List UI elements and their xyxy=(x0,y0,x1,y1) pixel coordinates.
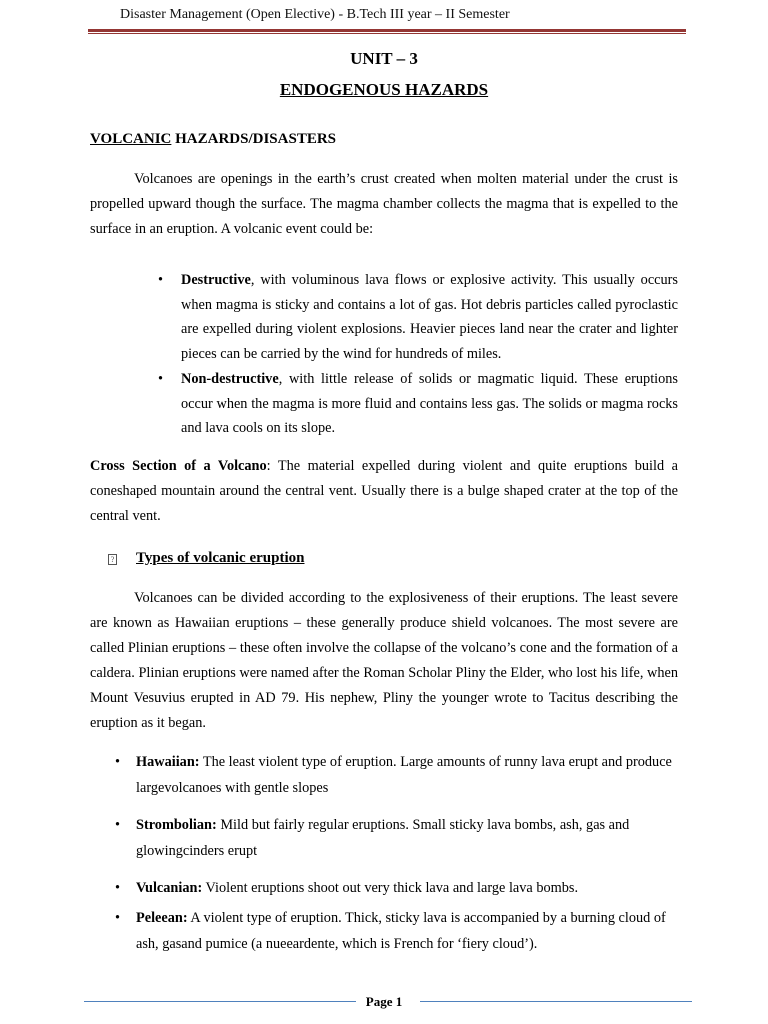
term: Vulcanian: xyxy=(136,880,203,896)
list-item xyxy=(115,905,678,957)
bullet: • xyxy=(158,371,164,387)
bullet: • xyxy=(115,817,121,833)
footer-rule-right xyxy=(420,1001,692,1002)
definition: Mild but fairly regular eruptions. Small sticky lava bombs, ash, gas and glowingcinders erupt xyxy=(136,817,630,859)
missing-glyph-icon: ? xyxy=(108,554,117,565)
section-heading-underlined: VOLCANIC xyxy=(90,131,172,147)
cross-section-text: : The material expelled during violent and quite eruptions build a coneshaped mountain around the central vent. Usually there is a bulge shaped crater at the top of the central vent. xyxy=(90,458,678,524)
definition: , with voluminous lava flows or explosive activity. This usually occurs when magma is sticky and contains a lot of gas. Hot debris particles called pyroclastic are expelled during violent explosions. Heavier pieces land near the crater and lighter pieces can be carried by the wind for hundreds of miles. xyxy=(181,272,678,362)
list-item xyxy=(115,749,678,801)
list-item xyxy=(115,812,678,864)
definition: The least violent type of eruption. Large amounts of runny lava erupt and produce largevolcanoes with gentle slopes xyxy=(136,754,672,796)
header-rule-thick xyxy=(88,29,686,32)
unit-title: UNIT – 3 xyxy=(350,49,418,68)
list-item xyxy=(158,367,678,441)
cross-section-paragraph xyxy=(90,454,678,529)
chapter-title: ENDOGENOUS HAZARDS xyxy=(279,80,489,99)
definition: , with little release of solids or magmatic liquid. These eruptions occur when the magma is more fluid and contains less gas. The solids or magma rocks and lava cools on its slope. xyxy=(181,371,678,436)
section-heading xyxy=(90,131,336,148)
cross-section-term: Cross Section of a Volcano xyxy=(90,458,267,474)
bullet: • xyxy=(115,880,121,896)
header-rule-thin xyxy=(88,33,686,34)
list-item xyxy=(115,875,678,901)
definition: A violent type of eruption. Thick, sticky lava is accompanied by a burning cloud of ash, gasand pumice (a nueeardente, which is French for ‘fiery cloud’). xyxy=(136,910,666,952)
term: Hawaiian: xyxy=(136,754,200,770)
types-heading: Types of volcanic eruption xyxy=(136,550,305,566)
term: Destructive xyxy=(181,272,251,288)
term: Non-destructive xyxy=(181,371,279,387)
list-item xyxy=(158,268,678,366)
definition: Violent eruptions shoot out very thick lava and large lava bombs. xyxy=(202,880,579,896)
bullet: • xyxy=(115,754,121,770)
bullet: • xyxy=(115,910,121,926)
running-header: Disaster Management (Open Elective) - B.Tech III year – II Semester xyxy=(120,7,510,22)
types-paragraph: Volcanoes can be divided according to the explosiveness of their eruptions. The least severe are known as Hawaiian eruptions – these generally produce shield volcanoes. The most severe are called Plinian eruptions – these often involve the collapse of the volcano’s cone and the formation of a caldera. Plinian eruptions were named after the Roman Scholar Pliny the Elder, who lost his life, when Mount Vesuvius erupted in AD 79. His nephew, Pliny the younger wrote to Tacitus describing the eruption as it began. xyxy=(90,590,678,731)
section-heading-rest: HAZARDS/DISASTERS xyxy=(171,131,337,147)
bullet: • xyxy=(158,272,164,288)
term: Strombolian: xyxy=(136,817,217,833)
page-number: Page 1 xyxy=(365,994,403,1009)
intro-paragraph: Volcanoes are openings in the earth’s crust created when molten material under the crust is propelled upward though the surface. The magma chamber collects the magma that is expelled to the surface in an eruption. A volcanic event could be: xyxy=(90,171,678,237)
event-type-list xyxy=(158,268,678,441)
eruption-list xyxy=(115,749,678,957)
term: Peleean: xyxy=(136,910,188,926)
